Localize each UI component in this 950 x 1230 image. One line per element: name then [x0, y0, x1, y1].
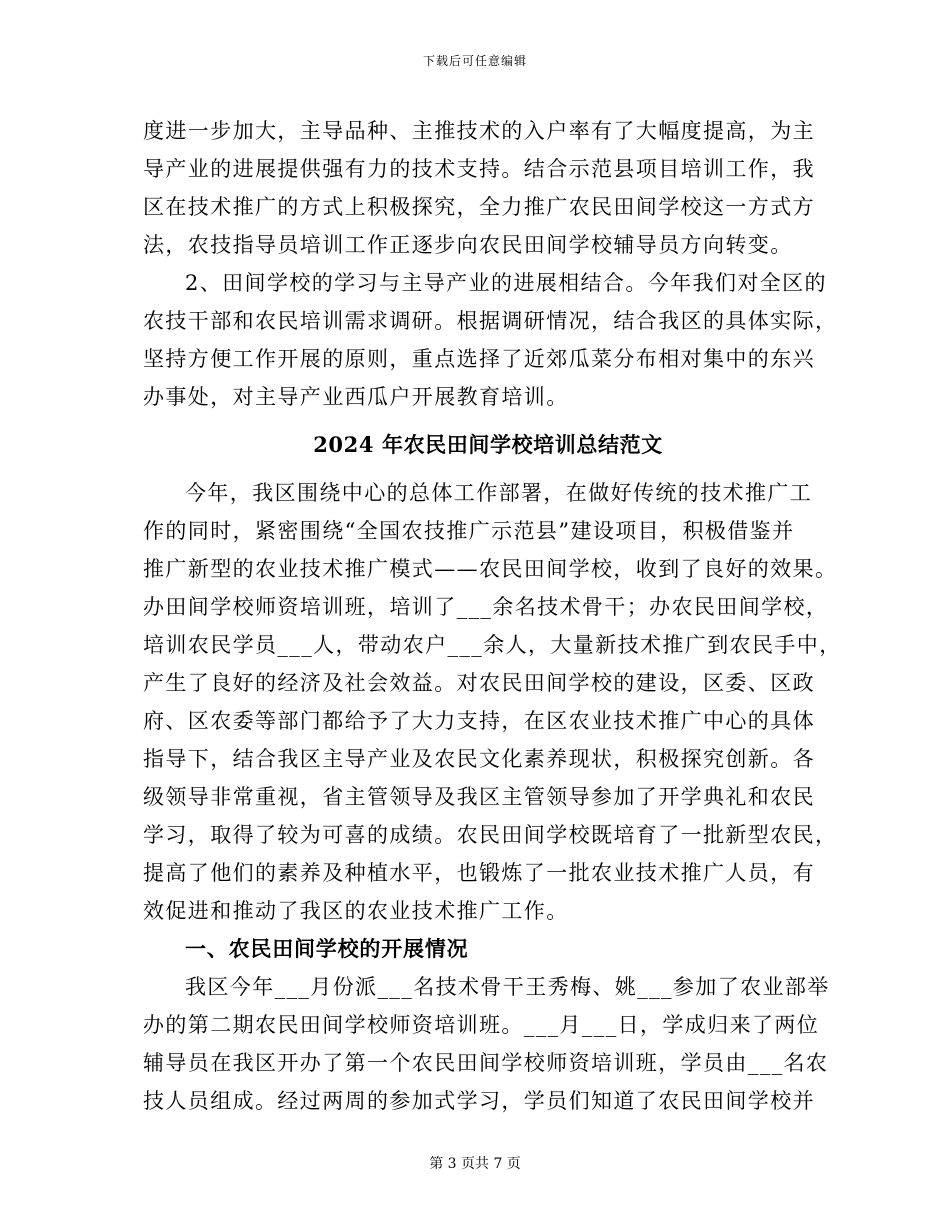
paragraph-line: 级领导非常重视，省主管领导及我区主管领导参加了开学典礼和农民: [143, 785, 815, 809]
paragraph-line: 产生了良好的经济及社会效益。对农民田间学校的建设，区委、区政: [143, 671, 815, 695]
paragraph-line: 推广新型的农业技术推广模式——农民田间学校，收到了良好的效果。: [143, 557, 838, 581]
paragraph-line: 效促进和推动了我区的农业技术推广工作。: [143, 899, 569, 923]
paragraph-line: 今年，我区围绕中心的总体工作部署，在做好传统的技术推广工: [185, 481, 813, 505]
paragraph-line: 农技干部和农民培训需求调研。根据调研情况，结合我区的具体实际，: [143, 309, 838, 333]
paragraph-line: 区在技术推广的方式上积极探究，全力推广农民田间学校这一方式方: [143, 195, 815, 219]
paragraph-line: 府、区农委等部门都给予了大力支持，在区农业技术推广中心的具体: [143, 709, 815, 733]
paragraph-line: 度进一步加大，主导品种、主推技术的入户率有了大幅度提高，为主: [143, 119, 815, 143]
paragraph-line: 指导下，结合我区主导产业及农民文化素养现状，积极探究创新。各: [143, 747, 815, 771]
paragraph-line: 2、田间学校的学习与主导产业的进展相结合。今年我们对全区的: [185, 271, 827, 295]
paragraph-line: 学习，取得了较为可喜的成绩。农民田间学校既培育了一批新型农民，: [143, 823, 838, 847]
paragraph-line: 技人员组成。经过两周的参加式学习，学员们知道了农民田间学校并: [143, 1089, 815, 1113]
paragraph-line: 坚持方便工作开展的原则，重点选择了近郊瓜菜分布相对集中的东兴: [143, 347, 815, 371]
paragraph-line: 办事处，对主导产业西瓜户开展教育培训。: [143, 385, 569, 409]
paragraph-line: 办田间学校师资培训班，培训了___余名技术骨干；办农民田间学校，: [143, 595, 829, 619]
paragraph-line: 提高了他们的素养及种植水平，也锻炼了一批农业技术推广人员，有: [143, 861, 815, 885]
paragraph-line: 我区今年___月份派___名技术骨干王秀梅、姚___参加了农业部举: [185, 975, 830, 999]
section-heading: 一、农民田间学校的开展情况: [185, 937, 469, 961]
document-title: 2024 年农民田间学校培训总结范文: [313, 432, 663, 457]
page-header: 下载后可任意编辑: [422, 54, 527, 68]
paragraph-line: 导产业的进展提供强有力的技术支持。结合示范县项目培训工作，我: [143, 157, 815, 181]
paragraph-line: 培训农民学员___人，带动农户___余人，大量新技术推广到农民手中，: [143, 633, 842, 657]
paragraph-line: 法，农技指导员培训工作正逐步向农民田间学校辅导员方向转变。: [143, 233, 793, 257]
paragraph-line: 办的第二期农民田间学校师资培训班。___月___日，学成归来了两位: [143, 1013, 820, 1037]
page-footer: 第 3 页共 7 页: [429, 1156, 521, 1172]
document-body: [143, 112, 842, 1120]
paragraph-line: 作的同时，紧密围绕“全国农技推广示范县”建设项目，积极借鉴并: [143, 519, 795, 543]
paragraph-line: 辅导员在我区开办了第一个农民田间学校师资培训班，学员由___名农: [143, 1051, 829, 1075]
